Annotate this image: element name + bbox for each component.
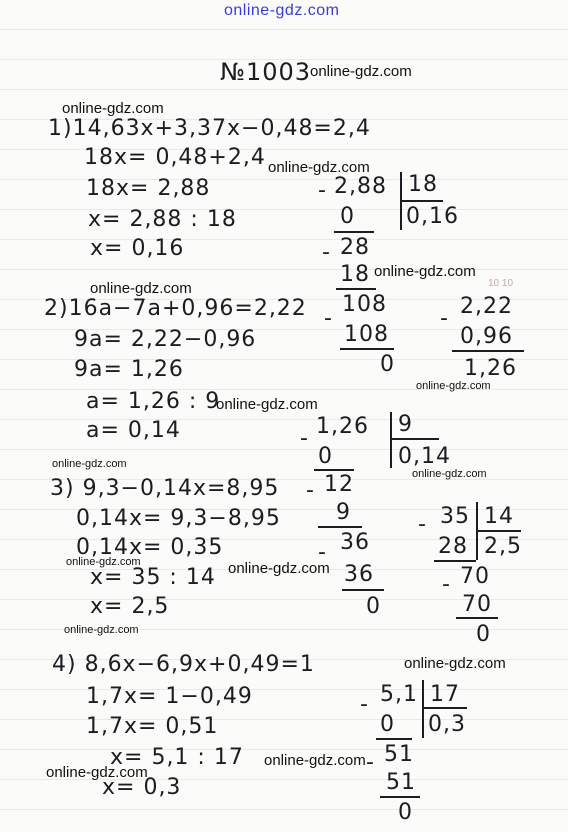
watermark: online-gdz.com bbox=[90, 280, 192, 297]
step-line bbox=[376, 738, 412, 740]
step-value: 0 bbox=[380, 352, 395, 377]
divisor-2: 9 bbox=[398, 412, 413, 437]
step-line bbox=[452, 350, 524, 352]
watermark: online-gdz.com bbox=[404, 655, 506, 672]
divisor-4: 17 bbox=[430, 682, 460, 707]
pencil-note: 10 10 bbox=[488, 278, 514, 289]
step-value: 0 bbox=[476, 622, 491, 647]
division-line bbox=[401, 200, 443, 202]
quotient-1: 0,16 bbox=[406, 204, 459, 229]
minus-sign: - bbox=[418, 512, 427, 537]
minus-sign: - bbox=[318, 178, 327, 203]
step-value: 36 bbox=[340, 530, 370, 555]
step-value: 28 bbox=[438, 534, 468, 559]
watermark: online-gdz.com bbox=[64, 624, 139, 636]
problem-2-line-4: a= 1,26 : 9 bbox=[86, 389, 221, 414]
subtrahend: 0,96 bbox=[460, 324, 513, 349]
division-bar bbox=[390, 412, 392, 468]
problem-1-line-4: x= 2,88 : 18 bbox=[88, 207, 237, 232]
step-value: 9 bbox=[336, 500, 351, 525]
division-bar bbox=[422, 680, 424, 738]
problem-2-line-3: 9a= 1,26 bbox=[74, 357, 184, 382]
step-value: 51 bbox=[384, 742, 414, 767]
step-line bbox=[456, 617, 498, 619]
problem-1-line-3: 18x= 2,88 bbox=[86, 176, 211, 201]
step-value: 108 bbox=[344, 322, 389, 347]
quotient-3: 2,5 bbox=[484, 534, 522, 559]
step-line bbox=[340, 348, 394, 350]
problem-3-line-3: 0,14x= 0,35 bbox=[76, 535, 224, 560]
step-value: 70 bbox=[462, 592, 492, 617]
step-value: 0 bbox=[366, 594, 381, 619]
step-line bbox=[336, 288, 376, 290]
divisor-1: 18 bbox=[408, 172, 438, 197]
problem-4-line-1: 4) 8,6x−6,9x+0,49=1 bbox=[52, 652, 315, 677]
step-value: 36 bbox=[344, 562, 374, 587]
problem-4-line-2: 1,7x= 1−0,49 bbox=[86, 684, 253, 709]
minus-sign: - bbox=[300, 426, 309, 451]
problem-4-line-4: x= 5,1 : 17 bbox=[110, 745, 244, 770]
watermark: online-gdz.com bbox=[310, 63, 412, 80]
step-value: 70 bbox=[460, 564, 490, 589]
watermark: online-gdz.com bbox=[412, 468, 487, 480]
step-value: 0 bbox=[398, 800, 413, 825]
step-value: 0 bbox=[318, 444, 333, 469]
problem-title: №1003 bbox=[220, 58, 312, 86]
problem-2-line-2: 9a= 2,22−0,96 bbox=[74, 327, 257, 352]
problem-2-line-1: 2)16a−7a+0,96=2,22 bbox=[44, 296, 307, 321]
minus-sign: - bbox=[360, 692, 369, 717]
problem-3-line-2: 0,14x= 9,3−8,95 bbox=[76, 506, 281, 531]
problem-1-line-5: x= 0,16 bbox=[90, 236, 185, 261]
watermark: online-gdz.com bbox=[416, 380, 491, 392]
step-value: 0 bbox=[380, 712, 395, 737]
watermark: online-gdz.com bbox=[216, 396, 318, 413]
problem-4-line-5: x= 0,3 bbox=[102, 775, 182, 800]
problem-3-line-1: 3) 9,3−0,14x=8,95 bbox=[50, 476, 280, 501]
minus-sign: - bbox=[324, 306, 333, 331]
dividend-3: 35 bbox=[440, 504, 470, 529]
step-line bbox=[342, 589, 384, 591]
step-value: 108 bbox=[342, 292, 387, 317]
difference: 1,26 bbox=[464, 356, 517, 381]
watermark: online-gdz.com bbox=[228, 560, 330, 577]
watermark: online-gdz.com bbox=[66, 556, 141, 568]
minus-sign: - bbox=[442, 572, 451, 597]
step-value: 12 bbox=[324, 472, 354, 497]
step-value: 18 bbox=[340, 262, 370, 287]
watermark-top: online-gdz.com bbox=[224, 2, 340, 19]
step-value: 51 bbox=[386, 770, 416, 795]
quotient-4: 0,3 bbox=[428, 712, 466, 737]
watermark: online-gdz.com bbox=[264, 752, 366, 769]
step-line bbox=[434, 560, 476, 562]
problem-3-line-5: x= 2,5 bbox=[90, 594, 170, 619]
step-value: 28 bbox=[340, 235, 370, 260]
division-line bbox=[477, 530, 521, 532]
division-line bbox=[423, 707, 467, 709]
minus-sign: - bbox=[366, 750, 375, 775]
divisor-3: 14 bbox=[484, 504, 514, 529]
problem-2-line-5: a= 0,14 bbox=[86, 418, 181, 443]
step-line bbox=[380, 796, 420, 798]
dividend-1: 2,88 bbox=[334, 174, 387, 199]
step-line bbox=[314, 469, 354, 471]
minus-sign: - bbox=[318, 540, 327, 565]
minus-sign: - bbox=[306, 478, 315, 503]
step-value: 0 bbox=[340, 204, 355, 229]
problem-1-line-1: 1)14,63x+3,37x−0,48=2,4 bbox=[48, 116, 371, 141]
watermark: online-gdz.com bbox=[52, 458, 127, 470]
step-line bbox=[318, 526, 362, 528]
watermark: online-gdz.com bbox=[46, 764, 148, 781]
watermark: online-gdz.com bbox=[268, 159, 370, 176]
problem-3-line-4: x= 35 : 14 bbox=[90, 565, 216, 590]
problem-1-line-2: 18x= 0,48+2,4 bbox=[84, 145, 266, 170]
minus-sign: - bbox=[440, 306, 449, 331]
watermark: online-gdz.com bbox=[374, 263, 476, 280]
watermark: online-gdz.com bbox=[62, 100, 164, 117]
quotient-2: 0,14 bbox=[398, 444, 451, 469]
minus-sign: - bbox=[322, 240, 331, 265]
dividend-4: 5,1 bbox=[380, 682, 418, 707]
minuend: 2,22 bbox=[460, 294, 513, 319]
problem-4-line-3: 1,7x= 0,51 bbox=[86, 714, 219, 739]
division-line bbox=[391, 438, 439, 440]
dividend-2: 1,26 bbox=[316, 414, 369, 439]
step-line bbox=[334, 231, 374, 233]
